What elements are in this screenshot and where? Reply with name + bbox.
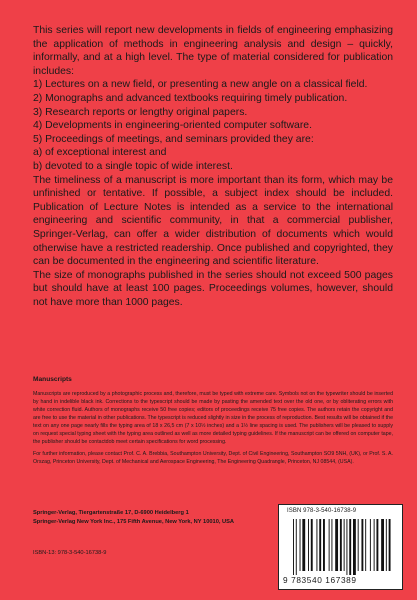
list-item: 5) Proceedings of meetings, and seminars provided they are: [33,133,314,145]
sub-list-item: b) devoted to a single topic of wide interest. [33,160,233,172]
intro-paragraph: This series will report new developments in fields of engineering emphasizing the application of methods in engineering analysis and design – quickly, informally, and at a high level. The type of material considered for publication includes: [33,25,393,77]
barcode-isbn-label: ISBN 978-3-540-16738-9 [287,508,357,514]
barcode-digits: 9 783540 167389 [283,575,357,585]
manuscripts-text [33,390,393,470]
list-item: 1) Lectures on a new field, or presenting a new angle on a classical field. [33,79,368,91]
sub-list-item: a) of exceptional interest and [33,147,167,159]
size-paragraph: The size of monographs published in the series should not exceed 500 pages but should have at least 100 pages. Proceedings volumes, however, should not have more than 1000 pages. [33,269,393,308]
manuscripts-heading: Manuscripts [33,376,72,383]
barcode-panel [278,504,403,590]
series-description [33,24,393,309]
list-item: 3) Research reports or lengthy original papers. [33,106,248,118]
publisher-address-heidelberg: Springer-Verlag, Tiergartenstraße 17, D-6900 Heidelberg 1 [33,510,189,516]
isbn-line: ISBN-13: 978-3-540-16738-9 [33,550,107,556]
list-item: 4) Developments in engineering-oriented computer software. [33,120,312,132]
timeliness-paragraph: The timeliness of a manuscript is more important than its form, which may be unfinished or tentative. If possible, a subject index should be included. Publication of Lecture Notes is intended as a service to the international engineering and scientific community, in that a commercial publisher, Springer-Verlag, can offer a wider distribution of documents which would otherwise have a restricted readership. Once published and copyrighted, they can be documented in the engineering and scientific literature. [33,174,393,268]
contact-paragraph: For further information, please contact Prof. C. A. Brebbia, Southampton University, Dept. of Civil Engineering, Southampton SO9 5NH, (UK), or Prof. S. A. Orszag, Princeton University, Dept. of Mechanical and Aerospace Engineering, The Engineering Quadrangle, Princeton, NJ 08544, (USA). [33,451,393,465]
list-item: 2) Monographs and advanced textbooks requiring timely publication. [33,92,348,104]
barcode-icon [291,519,391,575]
publisher-address-new-york: Springer-Verlag New York Inc., 175 Fifth Avenue, New York, NY 10010, USA [33,518,235,525]
manuscripts-paragraph: Manuscripts are reproduced by a photographic process and, therefore, must be typed with extreme care. Symbols not on the typewriter should be inserted by hand in indelible black ink. Corrections to the typescript should be made by pasting the amended text over the old one, or by obliterating errors with white correction fluid. Authors of monographs receive 50 free copies; editors of proceedings receive 75 free copies. The authors retain the copyright and are free to use the material in other publications. The typescript is reduced slightly in size in the process of reproduction. Best results will be obtained if the text on any one page nearly fills the typing area of 18 x 26,5 cm (7 x 10½ inches) and a 1½ line spacing is used. The publishers will be pleased to supply on request special typing sheet with the typing area outlined as well as more detailed typing guidelines. If the manuscript can be offered on computer tape, the publisher should be contactdob meet certain specifications for word processing. [33,391,393,445]
